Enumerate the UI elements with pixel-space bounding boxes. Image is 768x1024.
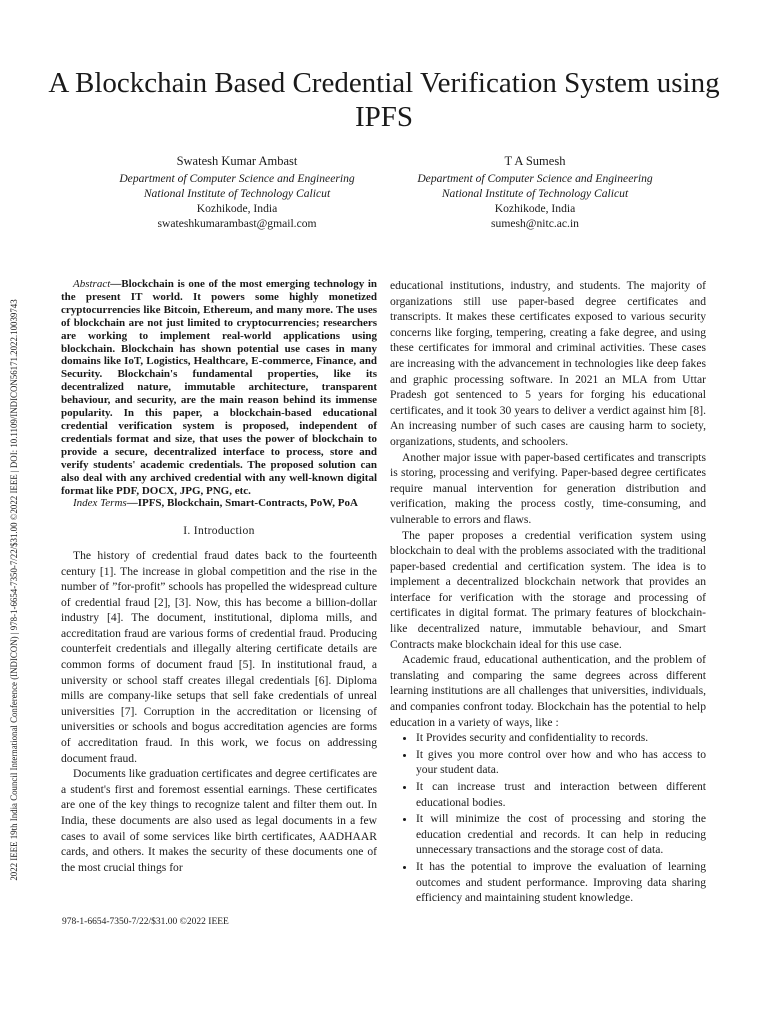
author-department: Department of Computer Science and Engineering	[417, 172, 653, 185]
index-terms-text: —IPFS, Blockchain, Smart-Contracts, PoW, PoA	[126, 497, 358, 510]
author-institute: National Institute of Technology Calicut	[143, 187, 331, 200]
paragraph: educational institutions, industry, and students. The majority of organizations still use paper-based degree certificates and transcripts. It makes these certificates exposed to various security concerns like forging, tempering, creating a fake degree, and using these certificates for immoral and criminal activities. These cases are increasing with the advancement in technologies like deep fakes and graphic processing software. In 2021 an MLA from Uttar Pradesh got sentenced to 5 years for forging his educational certificates, and it took 30 years to deliver a verdict against him [8]. An increasing number of such cases are causing harm to society, organizations, students, and schoolers.	[390, 279, 706, 448]
benefits-list	[390, 730, 706, 906]
author-email: sumesh@nitc.ac.in	[491, 217, 579, 230]
list-item: • It Provides security and confidentiality to records.	[416, 730, 706, 746]
abstract-text: —Blockchain is one of the most emerging technology in the present IT world. It powers some highly monetized cryptocurrencies like Bitcoin, Ethereum, and many more. The uses of blockchain are not just limited to cryptocurrencies; researchers are working to implement real-world applications using blockchain. Blockchain has shown potential use cases in many domains like IoT, Logistics, Healthcare, E-commerce, Finance, and Security. Blockchain's fundamental properties, like its decentralized nature, immutable architecture, transparent behaviour, and security, are the main reason behind its immense popularity. In this paper, a blockchain-based educational credential verification system is proposed, independent of credentials format and size, that uses the power of blockchain to provide a secure, decentralized interface to process, store and verify students' academic credentials. The proposed solution can also deal with any archived credential with any well-known digital format like PDF, DOCX, JPG, PNG, etc.	[61, 278, 377, 497]
copyright-footer: 978-1-6654-7350-7/22/$31.00 ©2022 IEEE	[62, 917, 229, 927]
author-block-2	[380, 154, 690, 231]
author-email: swateshkumarambast@gmail.com	[157, 217, 317, 230]
author-name: T A Sumesh	[504, 154, 566, 168]
right-column	[390, 278, 706, 906]
author-name: Swatesh Kumar Ambast	[176, 154, 298, 168]
paragraph: Academic fraud, educational authentication, and the problem of translating and comparing the same degrees across different learning institutions are all challenges that universities, individuals, and companies confront today. Blockchain has the potential to help education in a variety of ways, like :	[390, 653, 706, 729]
author-institute: National Institute of Technology Calicut	[441, 187, 629, 200]
paragraph: Documents like graduation certificates and degree certificates are a student's first and foremost essential earnings. These certificates are one of the key things to recognize talent and filter them out. In India, these documents are also used as legal documents in a few cases to avail of some services like birth certificates, AADHAAR cards, and others. It makes the security of these documents one of the most crucial things for	[61, 767, 377, 874]
paragraph: The history of credential fraud dates back to the fourteenth century [1]. The increase in global competition and the rise in the number of ”for-profit” schools has propelled the widespread culture of credential fraud [2], [3]. Now, this has become a billion-dollar industry [4]. The document, institutional, diploma mills, and accreditation fraud are various forms of credential fraud. Producing counterfeit credentials and illegally altering certificate details are common forms of document fraud [5]. In institutional fraud, a university or school staff creates illegal credentials [6]. Diploma mills are company-like setups that sell fake credentials of unreal universities [7]. Corruption in the accreditation or licensing of universities or schools and bogus accreditation agencies are forms of accreditation fraud. In this work, we focus on addressing document fraud.	[61, 548, 377, 765]
author-department: Department of Computer Science and Engineering	[119, 172, 355, 185]
index-terms-label: Index Terms	[73, 497, 127, 510]
side-citation-text: 2022 IEEE 19th India Council International Conference (INDICON) | 978-1-6654-7350-7/22/$31.00 ©2022 IEEE | DOI: 10.1109/INDICON56171.2022.10039743	[9, 299, 19, 881]
paragraph: Another major issue with paper-based certificates and transcripts is storing, processing and verifying. Paper-based degree certificates require manual intervention for generation distribution and verification, making the process costly, time-consuming, and vulnerable to errors and flaws.	[390, 450, 706, 526]
author-block-1	[82, 154, 392, 231]
paper-title: A Blockchain Based Credential Verification System using IPFS	[48, 67, 720, 133]
left-column	[61, 278, 377, 875]
index-terms	[61, 497, 377, 510]
author-location: Kozhikode, India	[494, 202, 576, 215]
list-item: • It has the potential to improve the evaluation of learning outcomes and student performance. Improving data sharing efficiency and maintaining student knowledge.	[416, 859, 706, 906]
paragraph: The paper proposes a credential verification system using blockchain to deal with the problems associated with the traditional paper-based credential and certification system. The idea is to implement a decentralized blockchain network that provides an interface for verification with the storage and processing of certificates in digital format. The primary features of blockchain-like decentralized nature, immutable behaviour, and Smart Contracts make blockchain ideal for this use case.	[390, 528, 706, 651]
abstract	[61, 278, 377, 497]
section-heading: I. Introduction	[183, 524, 255, 538]
abstract-label: Abstract	[73, 278, 111, 290]
author-location: Kozhikode, India	[196, 202, 278, 215]
list-item: • It can increase trust and interaction between different educational bodies.	[416, 779, 706, 810]
list-item: • It will minimize the cost of processing and storing the education credential and records. It can help in reducing unnecessary transactions and the storage cost of data.	[416, 811, 706, 858]
list-item: • It gives you more control over how and who has access to your student data.	[416, 747, 706, 778]
